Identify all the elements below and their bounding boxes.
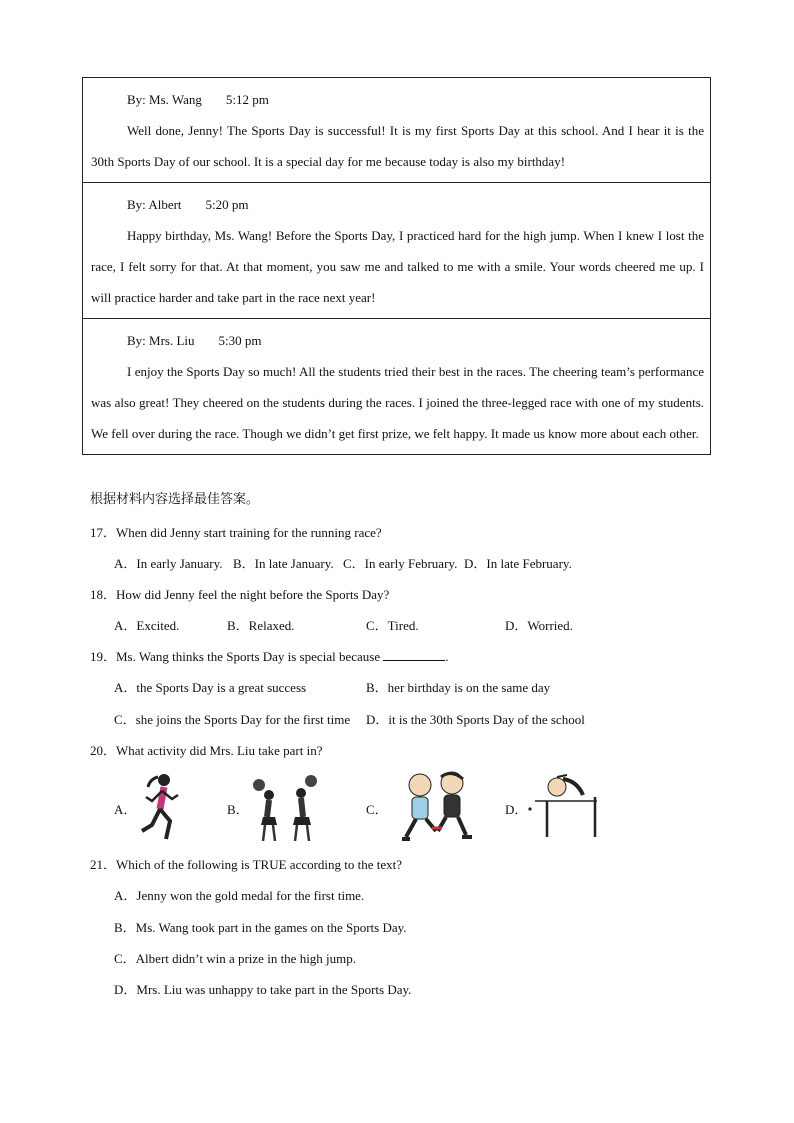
option-19c[interactable]: C．she joins the Sports Day for the first time bbox=[114, 712, 351, 727]
option-17b[interactable]: B．In late January. bbox=[233, 556, 334, 571]
option-18a[interactable]: A．Excited. bbox=[114, 618, 180, 633]
option-17c[interactable]: C．In early February. bbox=[343, 556, 458, 571]
comment-time: 5:12 pm bbox=[225, 92, 269, 107]
high-jump-icon bbox=[527, 771, 605, 846]
option-21b[interactable]: B．Ms. Wang took part in the games on the Sports Day. bbox=[114, 920, 407, 935]
comment-text: Well done, Jenny! The Sports Day is successful! It is my first Sports Day at this school. And I hear it is the 30th Sports Day of our school. It is a special day for me because today is also my birthday! bbox=[91, 123, 704, 169]
comment-post bbox=[83, 183, 710, 319]
runner-icon bbox=[136, 771, 186, 846]
question-19-text: 19．Ms. Wang thinks the Sports Day is special because bbox=[90, 649, 381, 664]
option-20b-label: B． bbox=[227, 802, 249, 817]
comment-author: By: Albert bbox=[127, 197, 182, 212]
question-17: 17．When did Jenny start training for the running race? bbox=[90, 525, 382, 540]
comment-author: By: Ms. Wang bbox=[127, 92, 202, 107]
comment-time: 5:30 pm bbox=[218, 333, 262, 348]
option-20c[interactable] bbox=[366, 771, 486, 846]
cheerleaders-icon bbox=[251, 773, 331, 845]
question-20: 20．What activity did Mrs. Liu take part in? bbox=[90, 743, 323, 758]
option-18b[interactable]: B．Relaxed. bbox=[227, 618, 295, 633]
option-20d[interactable] bbox=[505, 771, 605, 846]
option-18c[interactable]: C．Tired. bbox=[366, 618, 419, 633]
option-19d[interactable]: D．it is the 30th Sports Day of the school bbox=[366, 712, 585, 727]
option-21c[interactable]: C．Albert didn’t win a prize in the high jump. bbox=[114, 951, 357, 966]
option-19a[interactable]: A．the Sports Day is a great success bbox=[114, 680, 307, 695]
option-20c-label: C． bbox=[366, 802, 388, 817]
option-20a[interactable] bbox=[114, 771, 194, 846]
comment-time: 5:20 pm bbox=[205, 197, 249, 212]
comment-meta bbox=[91, 84, 704, 115]
comment-post bbox=[83, 319, 710, 454]
comment-board bbox=[82, 77, 711, 455]
comment-post bbox=[83, 78, 710, 183]
three-legged-race-icon bbox=[396, 771, 481, 846]
option-17a[interactable]: A．In early January. bbox=[114, 556, 223, 571]
question-18: 18．How did Jenny feel the night before the Sports Day? bbox=[90, 587, 390, 602]
comment-author: By: Mrs. Liu bbox=[127, 333, 195, 348]
option-20a-label: A． bbox=[114, 802, 137, 817]
option-21a[interactable]: A．Jenny won the gold medal for the first time. bbox=[114, 888, 365, 903]
question-19: 19．Ms. Wang thinks the Sports Day is special because . bbox=[90, 649, 449, 664]
option-18d[interactable]: D．Worried. bbox=[505, 618, 573, 633]
answer-blank bbox=[383, 648, 445, 661]
question-21: 21．Which of the following is TRUE according to the text? bbox=[90, 857, 403, 872]
option-20b[interactable] bbox=[227, 771, 337, 846]
option-21d[interactable]: D．Mrs. Liu was unhappy to take part in the Sports Day. bbox=[114, 982, 412, 997]
comment-text: I enjoy the Sports Day so much! All the students tried their best in the races. The cheering team’s performance was also great! They cheered on the students during the races. I joined the three-legged race with one of my students. We fell over during the race. Though we didn’t get first prize, we felt happy. It made us know more about each other. bbox=[91, 364, 704, 441]
option-17d[interactable]: D．In late February. bbox=[464, 556, 572, 571]
comment-meta bbox=[91, 189, 704, 220]
comment-meta bbox=[91, 325, 704, 356]
comment-text: Happy birthday, Ms. Wang! Before the Sports Day, I practiced hard for the high jump. When I knew I lost the race, I felt sorry for that. At that moment, you saw me and talked to me with a smile. Your words cheered me up. I will practice harder and take part in the race next year! bbox=[91, 228, 704, 305]
option-20d-label: D． bbox=[505, 802, 528, 817]
option-19b[interactable]: B．her birthday is on the same day bbox=[366, 680, 551, 695]
instruction: 根据材料内容选择最佳答案。 bbox=[90, 492, 260, 507]
